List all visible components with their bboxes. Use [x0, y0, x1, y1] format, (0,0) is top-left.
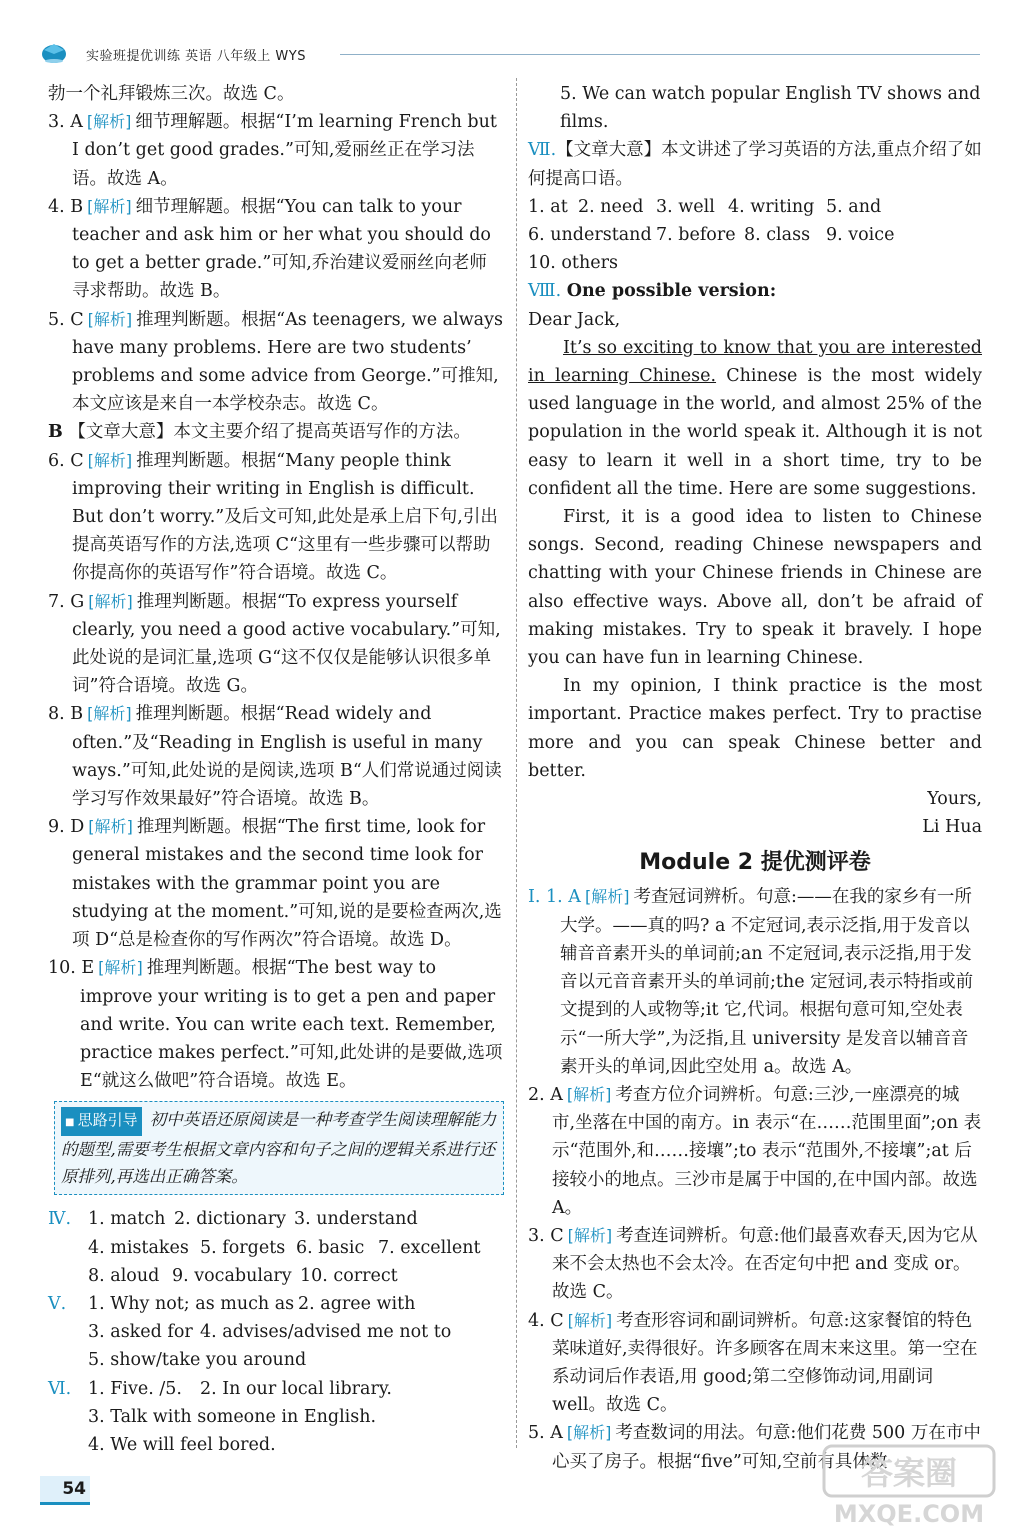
- letter-paragraph-1: [528, 334, 982, 503]
- answer-word: 7. before: [656, 225, 736, 246]
- letter-greeting: Dear Jack,: [528, 309, 621, 330]
- book-logo-icon: [40, 40, 68, 64]
- page-header: [40, 38, 980, 68]
- answer-row: [48, 1318, 504, 1346]
- module-title: Module 2 提优测评卷: [639, 850, 871, 876]
- answer-row: [48, 1234, 504, 1262]
- analysis-tag: [ 解析 ]: [87, 193, 132, 221]
- answer-number: 8. B: [48, 704, 84, 725]
- sample-label: One possible version:: [566, 281, 777, 302]
- answer-word: 8. class: [744, 225, 811, 246]
- analysis-tag: [ 解析 ]: [568, 1307, 613, 1335]
- analysis-tag: [ 解析 ]: [88, 813, 133, 841]
- section-number: Ⅶ.: [528, 140, 557, 161]
- answer-item-6: [48, 447, 504, 588]
- answer-number: 5. A: [528, 1423, 563, 1444]
- answer-row: [48, 1403, 504, 1431]
- answer-number: 3. A: [48, 112, 83, 133]
- answer-row: [528, 193, 982, 221]
- answer-text: 考查数词的用法。句意:他们花费 500 万在市中心买了房子。根据“five”可知,空前有具体数: [552, 1423, 981, 1472]
- answer-phrase: 1. Why not; as much as: [88, 1293, 295, 1314]
- answer-number: 2. A: [528, 1084, 563, 1105]
- letter-closing: Yours,: [927, 789, 982, 810]
- answer-word: 3. understand: [294, 1209, 418, 1230]
- answer-text: 推理判断题。根据“Read widely and often.”及“Reading in English is useful in many ways.”可知,此处说的是阅读,选项 B“人们常说通过阅读学习写作效果最好”符合语境。故选 B。: [72, 704, 502, 810]
- answer-number: 10. E: [48, 958, 95, 979]
- answer-sentence: 2. In our local library.: [200, 1378, 392, 1399]
- answer-row: [48, 1262, 504, 1290]
- section-b-summary: [48, 418, 504, 446]
- answer-number: 9. D: [48, 817, 85, 838]
- answer-item-3: [48, 108, 504, 193]
- right-column: [528, 80, 982, 1476]
- answer-word: 2. dictionary: [174, 1209, 286, 1230]
- answer-item-9: [48, 813, 504, 954]
- answer-phrase: 5. show/take you around: [88, 1350, 307, 1371]
- thinking-guide-text: 初中英语还原阅读是一种考查学生阅读理解能力的题型,需要考生根据文章内容和句子之间的逻辑关系进行还原排列,再选出正确答案。: [61, 1110, 497, 1187]
- answer-row: [528, 221, 982, 249]
- answer-word: 7. excellent: [378, 1237, 481, 1258]
- answer-number: 7. G: [48, 591, 85, 612]
- answer-row: [48, 1205, 504, 1233]
- answer-phrase: 3. asked for: [88, 1322, 193, 1343]
- thinking-guide-box: [54, 1101, 504, 1195]
- svg-text:MXQE.COM: MXQE.COM: [833, 1500, 985, 1528]
- section-number: Ⅷ.: [528, 281, 562, 302]
- thinking-guide-label: ■ 思路引导: [61, 1107, 142, 1136]
- answer-item-5: [48, 306, 504, 419]
- analysis-tag: [ 解析 ]: [567, 1081, 612, 1109]
- answer-word: 3. well: [656, 196, 715, 217]
- answer-number: 4. B: [48, 196, 84, 217]
- answer-word: 8. aloud: [88, 1265, 160, 1286]
- module-answer-1: [528, 883, 982, 1080]
- answer-sentence: 4. We will feel bored.: [88, 1434, 276, 1455]
- answer-word: 9. vocabulary: [172, 1265, 292, 1286]
- letter-signature: Li Hua: [922, 817, 982, 838]
- section-summary: 【文章大意】本文主要介绍了提高英语写作的方法。: [68, 422, 471, 443]
- header-rule: [340, 54, 980, 55]
- answer-item-7: [48, 588, 504, 701]
- section-summary: 【文章大意】本文讲述了学习英语的方法,重点介绍了如何提高口语。: [528, 140, 982, 189]
- answer-row: [48, 1290, 504, 1318]
- answer-row: [48, 1431, 504, 1459]
- answer-row: [48, 1375, 504, 1403]
- analysis-tag: [ 解析 ]: [585, 883, 630, 911]
- answer-sentence: 3. Talk with someone in English.: [88, 1406, 377, 1427]
- section-number: Ⅴ.: [48, 1293, 67, 1314]
- answer-continuation: 勃一个礼拜锻炼三次。故选 C。: [48, 84, 295, 104]
- answer-number: 3. C: [528, 1225, 564, 1246]
- analysis-tag: [ 解析 ]: [88, 447, 133, 475]
- section-7-answers: [528, 193, 982, 278]
- section-8-heading: [528, 277, 982, 305]
- section-number: Ⅵ.: [48, 1378, 72, 1399]
- section-6-answers: [48, 1375, 504, 1460]
- answer-item-10: [48, 954, 504, 1095]
- answer-word: 5. forgets: [200, 1237, 286, 1258]
- answer-word: 9. voice: [826, 225, 895, 246]
- answer-word: 5. and: [826, 196, 882, 217]
- answer-text: 考查冠词辨析。句意:——在我的家乡有一所大学。——真的吗? a 不定冠词,表示泛指,用于发音以辅音音素开头的单词前;an 不定冠词,表示泛指,用于发音以元音音素开头的单词前;the 定冠词,表示特指或前文提到的人或物等;it 它,代词。根据句意可知,空处表示“一所大学”,为泛指,且 university 是发音以辅音音素开头的单词,因此空处用 a。故选 A。: [560, 887, 974, 1077]
- answer-word: 1. at: [528, 196, 568, 217]
- book-title: 实验班提优训练 英语 八年级上 WYS: [86, 49, 306, 64]
- section-7-summary: [528, 136, 982, 192]
- module-answer-3: [528, 1222, 982, 1307]
- column-divider: [516, 78, 517, 1448]
- answer-text: 推理判断题。根据“The first time, look for general mistakes and the second time look for mistakes with the grammar point you are studying at the moment.”可知,说的是要检查两次,选项 D“总是检查你的写作两次”符合语境。故选 D。: [72, 817, 502, 951]
- answer-number: 4. C: [528, 1310, 564, 1331]
- answer-number: 6. C: [48, 450, 84, 471]
- section-4-answers: [48, 1205, 504, 1290]
- answer-phrase: 2. agree with: [298, 1293, 416, 1314]
- analysis-tag: [ 解析 ]: [98, 954, 143, 982]
- answer-text: 考查连词辨析。句意:他们最喜欢春天,因为它从来不会太热也不会太冷。在否定句中把 and 变成 or。故选 C。: [552, 1225, 978, 1303]
- watermark-logo: [820, 1440, 1000, 1530]
- answer-text: 细节理解题。根据“I’m learning French but I don’t get good grades.”可知,爱丽丝正在学习法语。故选 A。: [72, 112, 497, 189]
- analysis-tag: [ 解析 ]: [87, 700, 132, 728]
- answer-row: [48, 1346, 504, 1374]
- answer-sentence: 5. We can watch popular English TV shows and films.: [560, 84, 981, 133]
- answer-item-8: [48, 700, 504, 813]
- module-answer-2: [528, 1081, 982, 1222]
- answer-sentence: 1. Five. /5.: [88, 1378, 182, 1399]
- answer-word: 2. need: [578, 196, 644, 217]
- section-5-answers: [48, 1290, 504, 1375]
- page-number: 54: [40, 1476, 90, 1505]
- answer-phrase: 4. advises/advised me not to: [200, 1322, 452, 1343]
- module-answer-4: [528, 1307, 982, 1420]
- answer-word: 1. match: [88, 1209, 166, 1230]
- analysis-tag: [ 解析 ]: [88, 588, 133, 616]
- section-number: Ⅳ.: [48, 1209, 72, 1230]
- answer-item-4: [48, 193, 504, 306]
- answer-text: 细节理解题。根据“You can talk to your teacher and ask him or her what you should do to get a better grade.”可知,乔治建议爱丽丝向老师寻求帮助。故选 B。: [72, 196, 491, 302]
- paragraph-text: Chinese is the most widely used language in the world, and almost 25% of the population in the world speak it. Although it is not easy to learn it well in a short time, try to be confident all the time. Here are some suggestions.: [528, 366, 982, 499]
- answer-text: 推理判断题。根据“To express yourself clearly, you need a good active vocabulary.”可知,此处说的是词汇量,选项 G“这不仅仅是能够认识很多单词”符合语境。故选 G。: [72, 591, 501, 697]
- section-number: B: [48, 422, 63, 443]
- topic-sentence: It’s so exciting to know that you are interested in learning Chinese.: [528, 337, 982, 387]
- analysis-tag: [ 解析 ]: [568, 1222, 613, 1250]
- answer-text: 推理判断题。根据“The best way to improve your writing is to get a pen and paper and write. You can write each text. Remember, practice makes perfect.”可知,此处讲的是要做,选项 E“就这么做吧”符合语境。故选 E。: [80, 958, 503, 1092]
- answer-text: 考查形容词和副词辨析。句意:这家餐馆的特色菜味道好,卖得很好。许多顾客在周末来这里。第一空在系动词后作表语,用 good;第二空修饰动词,用副词 well。故选 C。: [552, 1310, 978, 1416]
- letter-paragraph-2: First, it is a good idea to listen to Chinese songs. Second, reading Chinese newspapers and chatting with your Chinese friends in Chinese are also effective ways. Above all, don’t be afraid of making mistakes. Try to speak it bravely. I hope you can have fun in learning Chinese.: [528, 507, 982, 669]
- answer-word: 4. writing: [728, 196, 815, 217]
- analysis-tag: [ 解析 ]: [87, 108, 132, 136]
- answer-number: Ⅰ. 1. A: [528, 887, 581, 908]
- answer-word: 10. others: [528, 253, 618, 274]
- answer-word: 10. correct: [300, 1265, 398, 1286]
- answer-text: 考查方位介词辨析。句意:三沙,一座漂亮的城市,坐落在中国的南方。in 表示“在……范围里面”;on 表示“范围外,和……接壤”;to 表示“范围外,不接壤”;at 后接较小的地点。三沙市是属于中国的,在中国内部。故选 A。: [552, 1084, 982, 1218]
- analysis-tag: [ 解析 ]: [567, 1419, 612, 1447]
- letter-paragraph-3: In my opinion, I think practice is the most important. Practice makes perfect. Try to practise more and you can speak Chinese better and better.: [528, 676, 982, 781]
- answer-word: 6. understand: [528, 225, 652, 246]
- analysis-tag: [ 解析 ]: [88, 306, 133, 334]
- svg-text:答案圈: 答案圈: [860, 1454, 958, 1492]
- answer-row: [528, 249, 982, 277]
- answer-text: 推理判断题。根据“As teenagers, we always have many problems. Here are two students’ problems and some advice from George.”可推知,本文应该是来自一本学校杂志。故选 C。: [72, 309, 503, 415]
- answer-number: 5. C: [48, 309, 84, 330]
- answer-text: 推理判断题。根据“Many people think improving their writing in English is difficult. But don’t worry.”及后文可知,此处是承上启下句,引出提高英语写作的方法,选项 C“这里有一些步骤可以帮助你提高你的英语写作”符合语境。故选 C。: [72, 450, 498, 584]
- left-column: [48, 80, 504, 1459]
- answer-word: 6. basic: [296, 1237, 365, 1258]
- answer-word: 4. mistakes: [88, 1237, 189, 1258]
